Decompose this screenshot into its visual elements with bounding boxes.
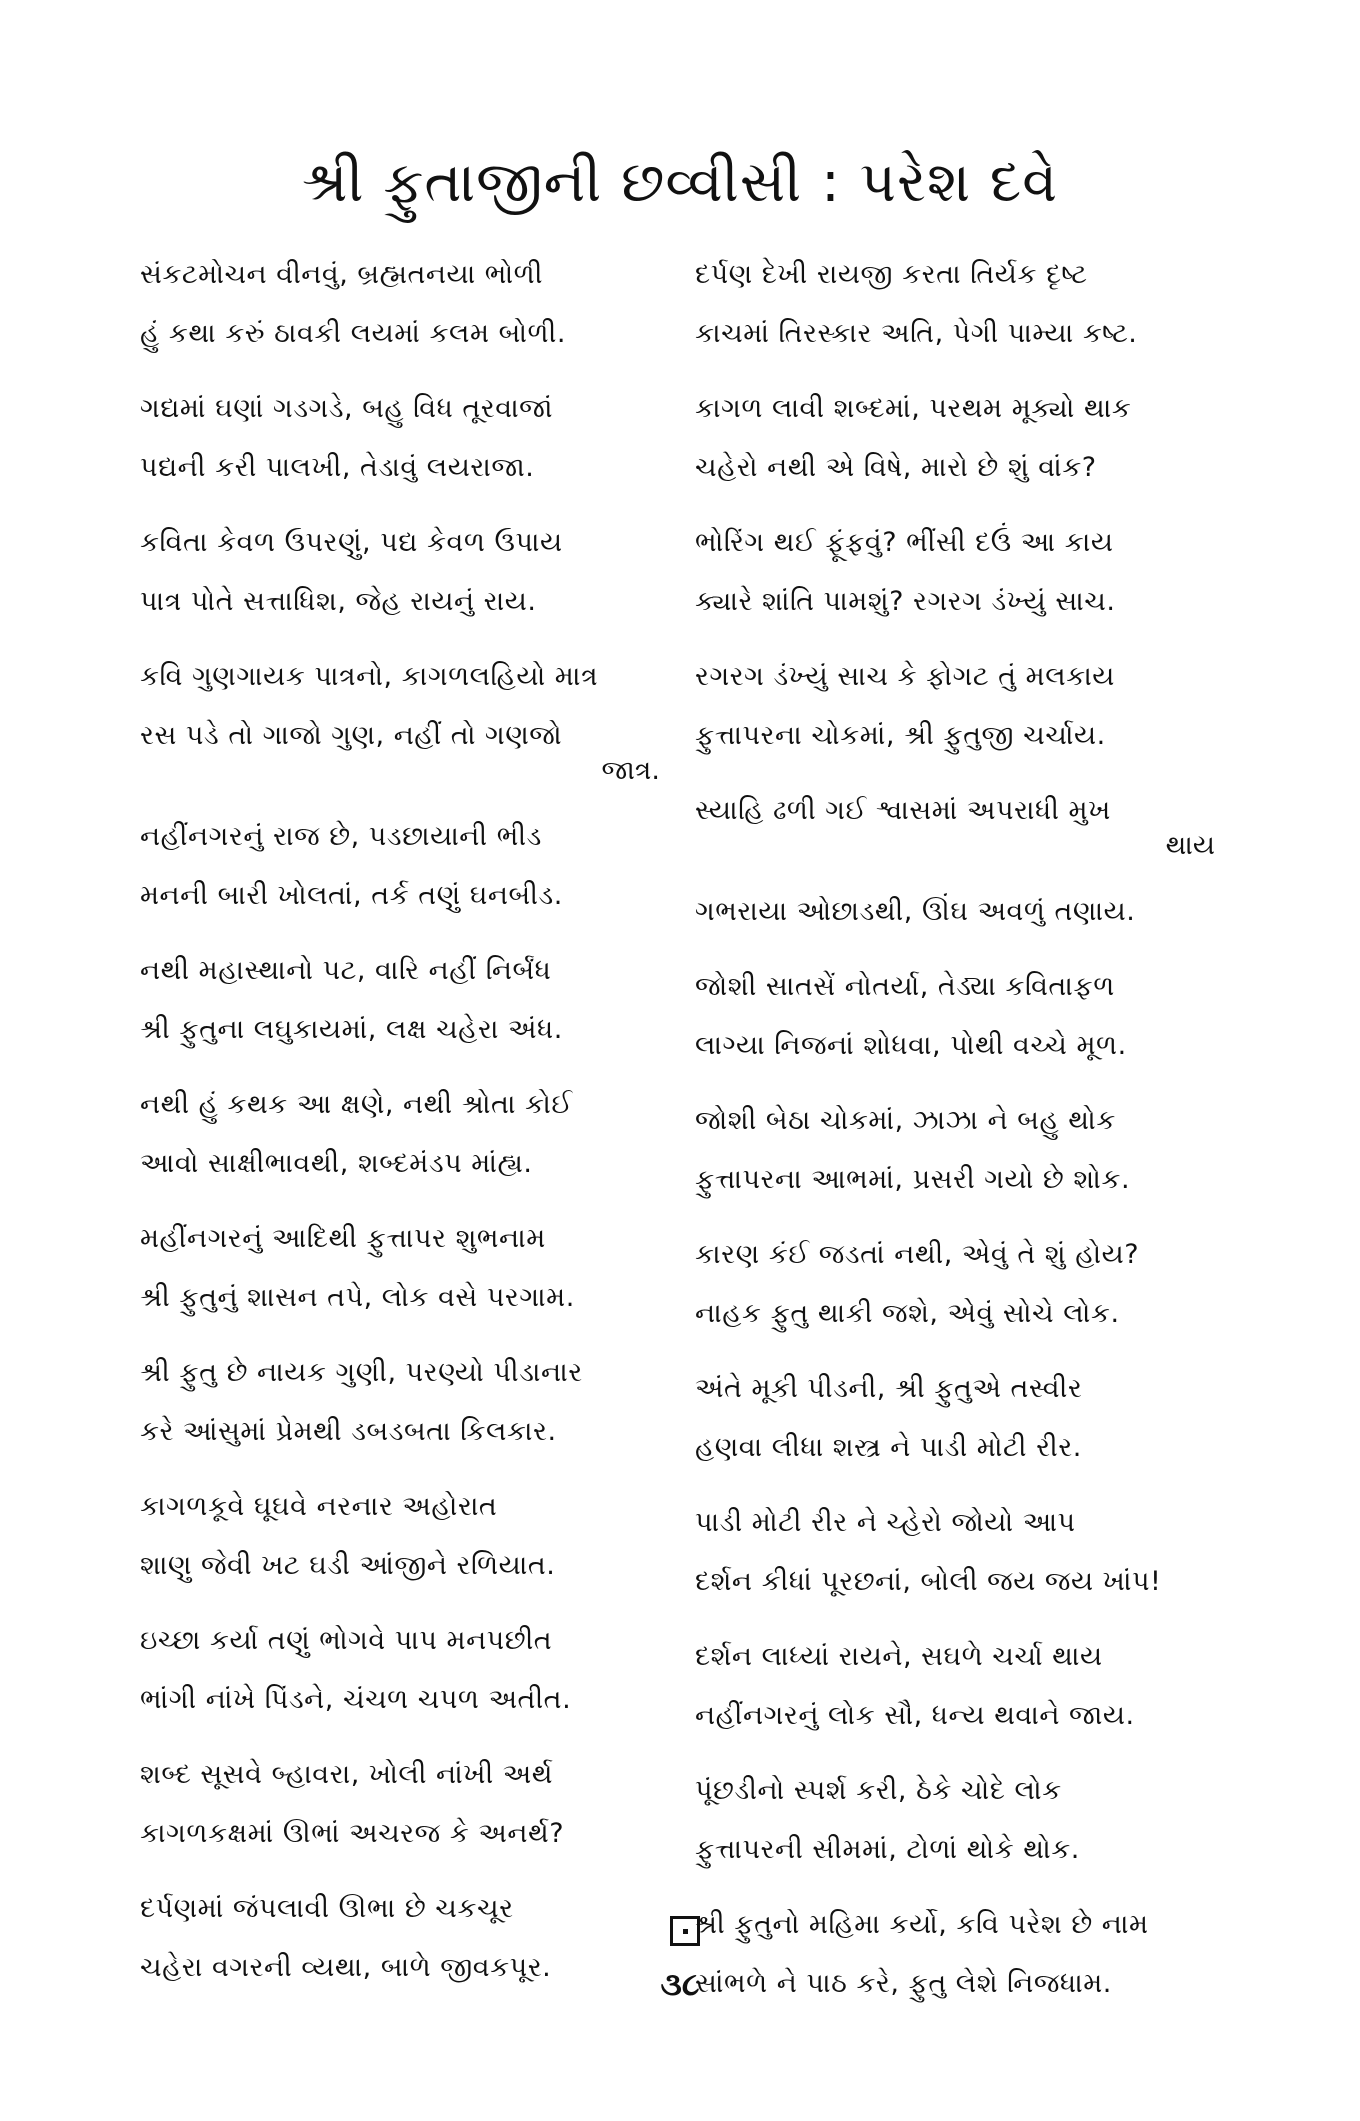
verse-line: કવિ ગુણગાયક પાત્રનો, કાગળલહિયો માત્ર [140,661,599,692]
stanza [695,1225,1255,1343]
end-marker-icon [670,1916,700,1946]
stanza [695,1091,1255,1209]
verse-line: આવો સાક્ષીભાવથી, શબ્દમંડપ માંહ્ય. [140,1148,533,1179]
verse-line: ફુત્તાપરના આભમાં, પ્રસરી ગયો છે શોક. [695,1164,1131,1195]
right-column [695,245,1255,2029]
verse-line: શાણુ જેવી ખટ ઘડી આંજીને રળિયાત. [140,1550,556,1581]
verse-line: ચહેરો નથી એ વિષે, મારો છે શું વાંક? [695,452,1097,483]
verse-line: નાહક ફુતુ થાકી જશે, એવું સોચે લોક. [695,1298,1120,1329]
stanza [140,1209,700,1327]
stanza [695,513,1255,631]
verse-line: હું કથા કરું ઠાવકી લયમાં કલમ બોળી. [140,318,566,349]
stanza [695,379,1255,497]
verse-line: કરે આંસુમાં પ્રેમથી ડબડબતા કિલકાર. [140,1416,557,1447]
verse-line: સાંભળે ને પાઠ કરે, ફુતુ લેશે નિજધામ. [695,1968,1112,1999]
verse-line: કાચમાં તિરસ્કાર અતિ, પેગી પામ્યા કષ્ટ. [695,318,1138,349]
stanza [140,245,700,363]
stanza [695,1359,1255,1477]
page-number: ૩૮ [660,1965,700,2003]
verse-line: દર્પણ દેખી રાયજી કરતા તિર્યક દૃષ્ટ [695,259,1088,290]
left-column [140,245,700,2013]
verse-line: શ્રી ફુતુના લઘુકાયમાં, લક્ષ ચહેરા અંધ. [140,1014,563,1045]
verse-line: નથી મહાસ્થાનો પટ, વારિ નહીં નિર્બંધ [140,955,552,986]
stanza [140,941,700,1059]
verse-line: કવિતા કેવળ ઉપરણું, પદ્ય કેવળ ઉપાય [140,527,563,558]
verse-line: ભાંગી નાંખે પિંડને, ચંચળ ચપળ અતીત. [140,1684,572,1715]
verse-line: ગભરાયા ઓછાડથી, ઊંઘ અવળું તણાય. [695,896,1136,927]
stanza [695,1761,1255,1879]
verse-line-continuation: થાય [1165,830,1215,861]
verse-line: ગદ્યમાં ઘણાં ગડગડે, બહુ વિધ તૂરવાજાં [140,393,554,424]
verse-line: મનની બારી ખોલતાં, તર્ક તણું ઘનબીડ. [140,880,563,911]
verse-line: જોશી બેઠા ચોકમાં, ઝાઝા ને બહુ થોક [695,1105,1116,1136]
verse-line: પદ્યની કરી પાલખી, તેડાવું લયરાજા. [140,452,535,483]
stanza [140,1611,700,1729]
stanza [695,647,1255,765]
stanza [695,781,1255,866]
stanza [140,379,700,497]
verse-line: રસ પડે તો ગાજો ગુણ, નહીં તો ગણજો [140,720,563,751]
verse-line: કારણ કંઈ જડતાં નથી, એવું તે શું હોય? [695,1239,1140,1270]
stanza [695,957,1255,1075]
stanza [695,245,1255,363]
verse-line: ફુત્તાપરના ચોકમાં, શ્રી ફુતુજી ચર્ચાય. [695,720,1106,751]
stanza [140,1343,700,1461]
verse-line: કાગળકક્ષમાં ઊભાં અચરજ કે અનર્થ? [140,1818,565,1849]
stanza [140,1477,700,1595]
stanza [140,807,700,925]
verse-line: દર્શન કીધાં પૂરછનાં, બોલી જય જય ખાંપ! [695,1566,1162,1597]
verse-line: ભોરિંગ થઈ ફૂંફવું? ભીંસી દઉં આ કાય [695,527,1114,558]
verse-line: શ્રી ફુતુનું શાસન તપે, લોક વસે પરગામ. [140,1282,575,1313]
verse-line: અંતે મૂકી પીડની, શ્રી ફુતુએ તસ્વીર [695,1373,1083,1404]
stanza [695,1493,1255,1611]
verse-line: પાડી મોટી રીર ને ચ્હેરો જોયો આપ [695,1507,1076,1538]
verse-line: રગરગ ડંખ્યું સાચ કે ફોગટ તું મલકાય [695,661,1115,692]
verse-line: શબ્દ સૂસવે બ્હાવરા, ખોલી નાંખી અર્થ [140,1759,553,1790]
verse-line: શ્રી ફુતુનો મહિમા કર્યો, કવિ પરેશ છે નામ [695,1909,1149,1940]
verse-line: ઇચ્છા કર્યા તણું ભોગવે પાપ મનપછીત [140,1625,553,1656]
verse-line: દર્પણમાં જંપલાવી ઊભા છે ચકચૂર [140,1893,514,1924]
verse-line: જોશી સાતસેં નોતર્યા, તેડ્યા કવિતાફળ [695,971,1115,1002]
poem-title: શ્રી ફુતાજીની છવ્વીસી : પરેશ દવે [301,150,1059,215]
verse-line: દર્શન લાધ્યાં રાયને, સઘળે ચર્ચા થાય [695,1641,1103,1672]
verse-line: શ્રી ફુતુ છે નાયક ગુણી, પરણ્યો પીડાનાર [140,1357,583,1388]
verse-line: ફુત્તાપરની સીમમાં, ટોળાં થોકે થોક. [695,1834,1080,1865]
verse-line: ચહેરા વગરની વ્યથા, બાળે જીવકપૂર. [140,1952,552,1983]
verse-line: સ્યાહિ ઢળી ગઈ શ્વાસમાં અપરાધી મુખ [695,795,1111,826]
verse-line: નહીંનગરનું લોક સૌ, ધન્ય થવાને જાય. [695,1700,1135,1731]
stanza [140,1075,700,1193]
verse-line: લાગ્યા નિજનાં શોધવા, પોથી વચ્ચે મૂળ. [695,1030,1127,1061]
verse-line: નહીંનગરનું રાજ છે, પડછાયાની ભીડ [140,821,542,852]
verse-line: મહીંનગરનું આદિથી ફુત્તાપર શુભનામ [140,1223,546,1254]
stanza [140,647,700,791]
verse-line: હણવા લીધા શસ્ત્ર ને પાડી મોટી રીર. [695,1432,1082,1463]
verse-line: પૂંછડીનો સ્પર્શ કરી, ઠેકે ચોદે લોક [695,1775,1062,1806]
verse-line: પાત્ર પોતે સત્તાધિશ, જેહ રાયનું રાય. [140,586,537,617]
stanza [140,1745,700,1863]
verse-line: સંકટમોચન વીનવું, બ્રહ્મતનયા ભોળી [140,259,543,290]
stanza [140,513,700,631]
verse-line: નથી હું કથક આ ક્ષણે, નથી શ્રોતા કોઈ [140,1089,573,1120]
stanza [695,882,1255,941]
verse-line: ક્યારે શાંતિ પામશું? રગરગ ડંખ્યું સાચ. [695,586,1116,617]
verse-line-continuation: જાત્ર. [601,755,660,786]
stanza [695,1627,1255,1745]
verse-line: કાગળકૂવે ઘૂઘવે નરનાર અહોરાત [140,1491,498,1522]
verse-line: કાગળ લાવી શબ્દમાં, પરથમ મૂક્યો થાક [695,393,1132,424]
